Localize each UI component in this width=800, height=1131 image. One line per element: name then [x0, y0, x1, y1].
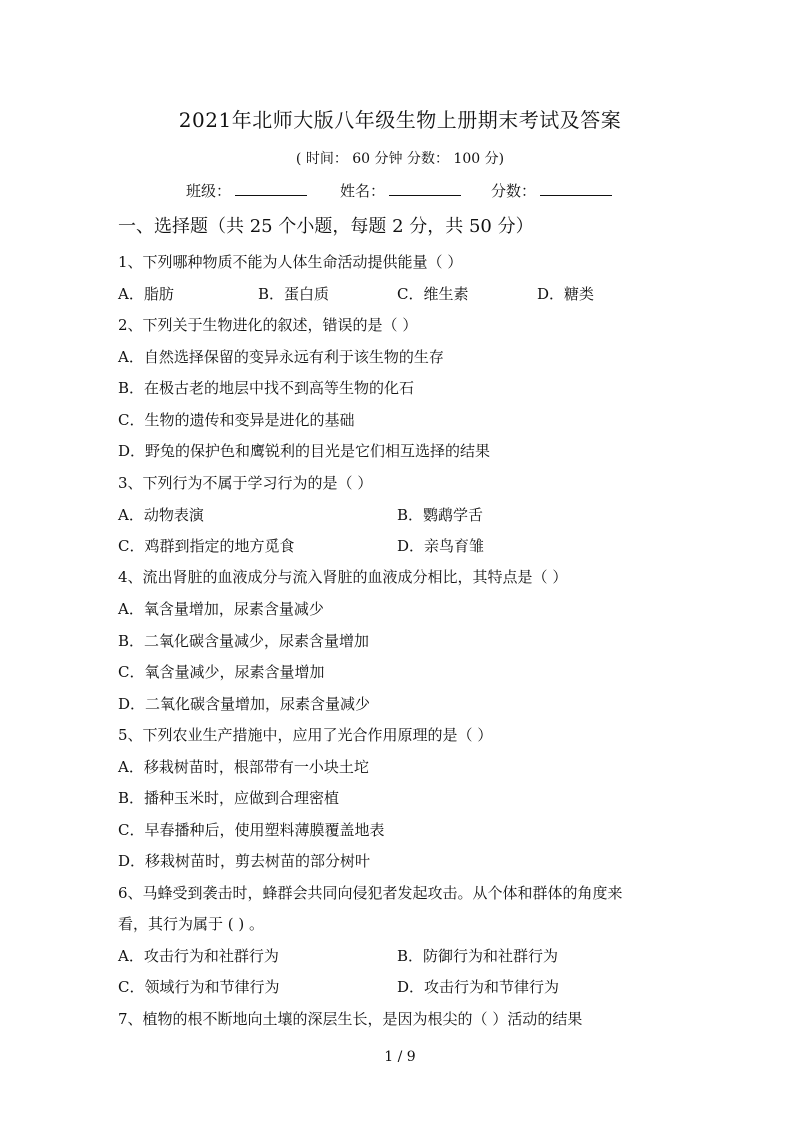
option: B．鹦鹉学舌 — [397, 506, 484, 524]
option: D．亲鸟育雏 — [397, 537, 485, 555]
class-blank — [235, 181, 307, 196]
option: D．攻击行为和节律行为 — [397, 978, 560, 996]
option: B．在极古老的地层中找不到高等生物的化石 — [118, 379, 415, 397]
question-stem: 1、下列哪种物质不能为人体生命活动提供能量（ ） — [118, 253, 463, 271]
name-field — [340, 180, 461, 201]
option: D．二氧化碳含量增加，尿素含量减少 — [118, 695, 371, 713]
name-blank — [389, 181, 461, 196]
option: B．播种玉米时，应做到合理密植 — [118, 789, 340, 807]
class-field — [186, 180, 307, 201]
option: A．脂肪 — [118, 285, 174, 303]
option: C．领域行为和节律行为 — [118, 978, 280, 996]
question-stem-continued: 看，其行为属于 ( ) 。 — [118, 915, 265, 933]
option: A．攻击行为和社群行为 — [118, 947, 279, 965]
option: B．二氧化碳含量减少，尿素含量增加 — [118, 632, 370, 650]
option: D．野兔的保护色和鹰锐利的目光是它们相互选择的结果 — [118, 442, 491, 460]
question-stem: 5、下列农业生产措施中，应用了光合作用原理的是（ ） — [118, 726, 493, 744]
page-number: 1 / 9 — [384, 1049, 416, 1065]
question-stem: 4、流出肾脏的血液成分与流入肾脏的血液成分相比，其特点是（ ） — [118, 568, 568, 586]
exam-subtitle: ( 时间： 60 分钟 分数： 100 分) — [295, 151, 505, 167]
class-label: 班级： — [186, 182, 232, 200]
score-field — [491, 180, 612, 201]
option: C．早春播种后，使用塑料薄膜覆盖地表 — [118, 821, 385, 839]
score-blank — [540, 181, 612, 196]
option: C．生物的遗传和变异是进化的基础 — [118, 411, 355, 429]
score-label: 分数： — [491, 182, 537, 200]
option: D．糖类 — [537, 285, 595, 303]
option: A．移栽树苗时，根部带有一小块土坨 — [118, 758, 369, 776]
question-stem: 6、马蜂受到袭击时，蜂群会共同向侵犯者发起攻击。从个体和群体的角度来 — [118, 884, 623, 902]
section-title: 一、选择题（共 25 个小题，每题 2 分，共 50 分） — [118, 216, 534, 237]
option: B．防御行为和社群行为 — [397, 947, 559, 965]
option: B．蛋白质 — [258, 285, 330, 303]
option: C．氧含量减少，尿素含量增加 — [118, 663, 325, 681]
question-stem: 3、下列行为不属于学习行为的是（ ） — [118, 474, 373, 492]
option: A．氧含量增加，尿素含量减少 — [118, 600, 324, 618]
name-label: 姓名： — [340, 182, 386, 200]
question-stem: 7、植物的根不断地向土壤的深层生长，是因为根尖的（ ）活动的结果 — [118, 1010, 583, 1028]
option: C．鸡群到指定的地方觅食 — [118, 537, 295, 555]
option: D．移栽树苗时，剪去树苗的部分树叶 — [118, 852, 371, 870]
option: C．维生素 — [397, 285, 469, 303]
document-title: 2021年北师大版八年级生物上册期末考试及答案 — [178, 108, 622, 132]
option: A．动物表演 — [118, 506, 204, 524]
question-stem: 2、下列关于生物进化的叙述，错误的是（ ） — [118, 316, 418, 334]
option: A．自然选择保留的变异永远有利于该生物的生存 — [118, 348, 444, 366]
